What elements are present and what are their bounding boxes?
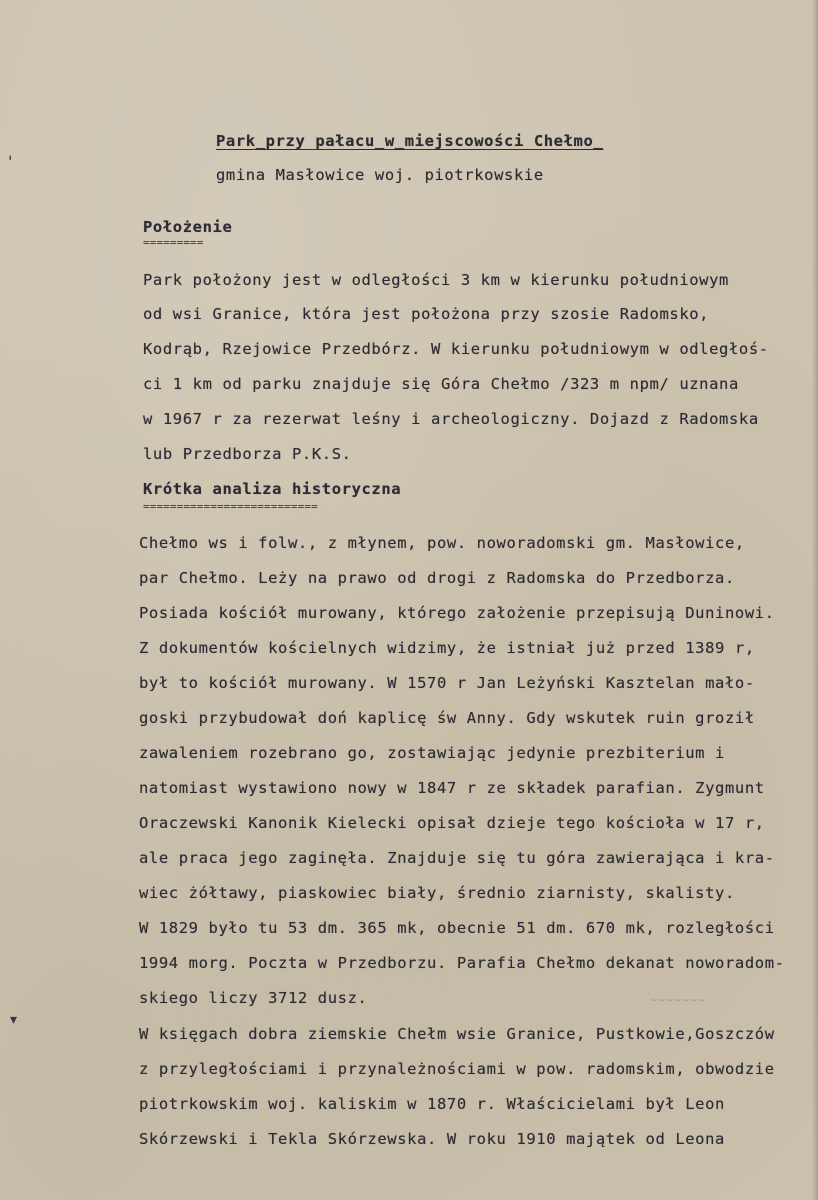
body-line: natomiast wystawiono nowy w 1847 r ze składek parafian. Zygmunt xyxy=(139,779,765,797)
page-edge-shadow xyxy=(812,0,818,1200)
body-line: 1994 morg. Poczta w Przedborzu. Parafia Chełmo dekanat noworadom- xyxy=(139,954,785,972)
body-line: par Chełmo. Leży na prawo od drogi z Radomska do Przedborza. xyxy=(139,569,735,587)
body-line: goski przybudował doń kaplicę św Anny. Gdy wskutek ruin groził xyxy=(139,709,755,727)
body-line: Chełmo ws i folw., z młynem, pow. noworadomski gm. Masłowice, xyxy=(139,534,745,552)
body-line: był to kościół murowany. W 1570 r Jan Leżyński Kasztelan mało- xyxy=(139,674,755,692)
section-heading-location-rule: ========= xyxy=(143,236,204,249)
body-line: Kodrąb, Rzejowice Przedbórz. W kierunku południowym w odległoś- xyxy=(143,340,769,358)
body-line: Skórzewski i Tekla Skórzewska. W roku 1910 majątek od Leona xyxy=(139,1130,725,1148)
body-line: w 1967 r za rezerwat leśny i archeologiczny. Dojazd z Radomska xyxy=(143,410,759,428)
body-line: ci 1 km od parku znajduje się Góra Chełmo /323 m npm/ uznana xyxy=(143,375,739,393)
body-line: Z dokumentów kościelnych widzimy, że istniał już przed 1389 r, xyxy=(139,639,755,657)
margin-mark-top: ' xyxy=(8,152,13,171)
pencil-annotation: ~~~~~~~ xyxy=(650,996,707,1006)
body-line: Park położony jest w odległości 3 km w kierunku południowym xyxy=(143,271,729,289)
body-line: W księgach dobra ziemskie Chełm wsie Granice, Pustkowie,Goszczów xyxy=(139,1025,775,1043)
section-heading-location: Położenie xyxy=(143,218,233,236)
body-line: wiec żółtawy, piaskowiec biały, średnio ziarnisty, skalisty. xyxy=(139,884,735,902)
body-line: Posiada kościół murowany, którego założenie przepisują Duninowi. xyxy=(139,604,775,622)
body-line: skiego liczy 3712 dusz. xyxy=(139,989,368,1007)
body-line: zawaleniem rozebrano go, zostawiając jedynie prezbiterium i xyxy=(139,744,725,762)
title-line-2: gmina Masłowice woj. piotrkowskie xyxy=(216,166,544,184)
margin-mark-bottom: ▾ xyxy=(10,1012,18,1028)
section-heading-history: Krótka analiza historyczna xyxy=(143,480,402,498)
body-line: W 1829 było tu 53 dm. 365 mk, obecnie 51 dm. 670 mk, rozległości xyxy=(139,919,775,937)
body-line: od wsi Granice, która jest położona przy szosie Radomsko, xyxy=(143,305,710,323)
section-heading-history-rule: ========================== xyxy=(143,500,318,513)
body-line: z przyległościami i przynależnościami w pow. radomskim, obwodzie xyxy=(139,1060,775,1078)
title-line-1: Park_przy pałacu_w_miejscowości Chełmo_ xyxy=(216,132,604,150)
body-line: lub Przedborza P.K.S. xyxy=(143,445,352,463)
body-line: Oraczewski Kanonik Kielecki opisał dzieje tego kościoła w 17 r, xyxy=(139,814,765,832)
body-line: ale praca jego zaginęła. Znajduje się tu góra zawierająca i kra- xyxy=(139,849,775,867)
body-line: piotrkowskim woj. kaliskim w 1870 r. Właścicielami był Leon xyxy=(139,1095,725,1113)
